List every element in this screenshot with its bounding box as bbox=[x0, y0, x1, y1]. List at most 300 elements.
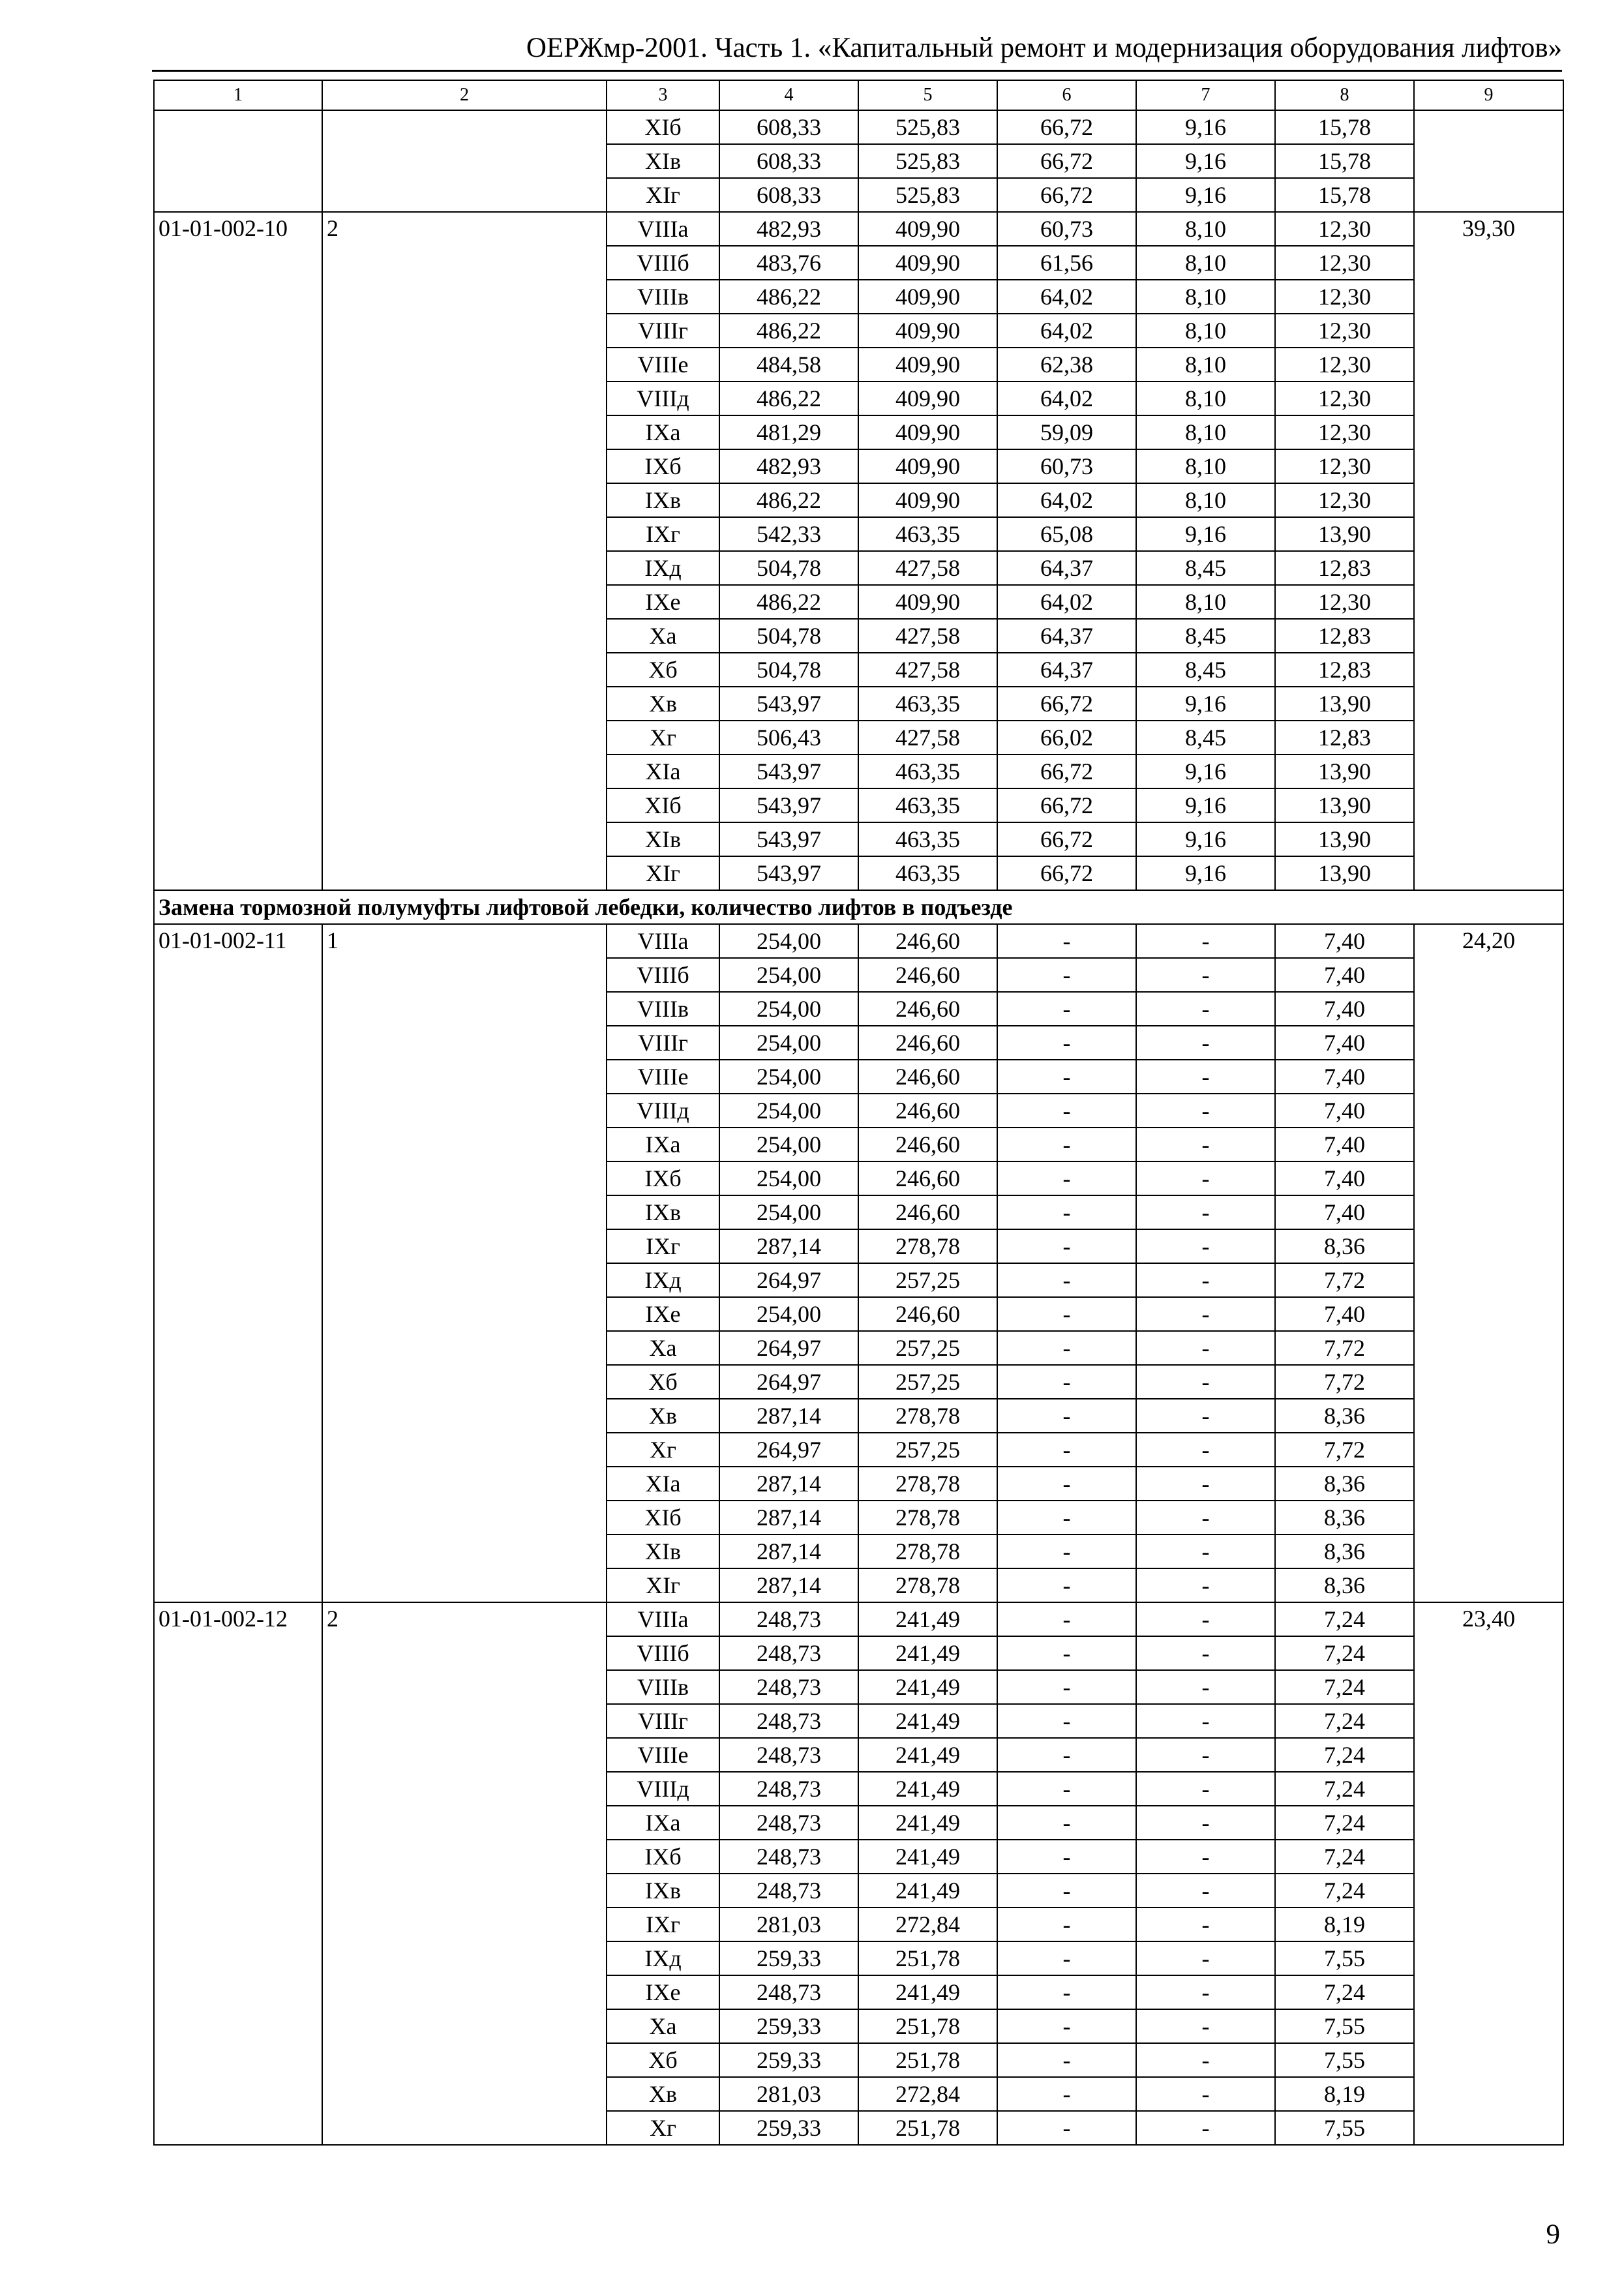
cost-value: 12,30 bbox=[1275, 246, 1414, 280]
cost-value: 486,22 bbox=[719, 585, 858, 619]
cost-value: 409,90 bbox=[858, 483, 997, 517]
building-category: Xб bbox=[607, 653, 719, 687]
cost-value: 7,40 bbox=[1275, 958, 1414, 992]
cost-value: 12,83 bbox=[1275, 721, 1414, 755]
cost-value: 64,37 bbox=[997, 653, 1136, 687]
cost-value: 7,24 bbox=[1275, 1806, 1414, 1840]
cost-value: - bbox=[1136, 1840, 1275, 1874]
cost-value: 409,90 bbox=[858, 585, 997, 619]
labor-value bbox=[1414, 110, 1563, 212]
cost-value: 486,22 bbox=[719, 314, 858, 348]
building-category: XIв bbox=[607, 822, 719, 856]
column-number: 9 bbox=[1414, 80, 1563, 110]
cost-value: 248,73 bbox=[719, 1636, 858, 1670]
section-heading: Замена тормозной полумуфты лифтовой лебедки, количество лифтов в подъезде bbox=[154, 890, 1563, 924]
cost-value: 287,14 bbox=[719, 1568, 858, 1602]
cost-value: 248,73 bbox=[719, 1602, 858, 1636]
cost-value: - bbox=[997, 1399, 1136, 1433]
cost-value: 64,37 bbox=[997, 551, 1136, 585]
cost-value: - bbox=[1136, 1568, 1275, 1602]
cost-value: - bbox=[1136, 1263, 1275, 1297]
building-category: Xа bbox=[607, 619, 719, 653]
cost-value: 257,25 bbox=[858, 1263, 997, 1297]
building-category: VIIIд bbox=[607, 382, 719, 415]
building-category: IXв bbox=[607, 1874, 719, 1908]
cost-value: 7,55 bbox=[1275, 2009, 1414, 2043]
cost-value: 66,72 bbox=[997, 144, 1136, 178]
cost-value: 272,84 bbox=[858, 1908, 997, 1941]
building-category: IXв bbox=[607, 483, 719, 517]
cost-value: 9,16 bbox=[1136, 110, 1275, 144]
cost-value: 543,97 bbox=[719, 856, 858, 890]
cost-value: - bbox=[997, 1161, 1136, 1195]
cost-value: - bbox=[997, 1534, 1136, 1568]
cost-value: 251,78 bbox=[858, 2111, 997, 2145]
cost-value: 246,60 bbox=[858, 1060, 997, 1094]
building-category: VIIIе bbox=[607, 1738, 719, 1772]
cost-value: 241,49 bbox=[858, 1636, 997, 1670]
lift-count bbox=[322, 110, 607, 212]
cost-value: 7,72 bbox=[1275, 1331, 1414, 1365]
cost-value: 246,60 bbox=[858, 958, 997, 992]
building-category: XIб bbox=[607, 1501, 719, 1534]
building-category: IXа bbox=[607, 415, 719, 449]
cost-value: 7,40 bbox=[1275, 924, 1414, 958]
cost-value: 241,49 bbox=[858, 1738, 997, 1772]
rate-code: 01-01-002-11 bbox=[154, 924, 322, 1602]
cost-value: 486,22 bbox=[719, 280, 858, 314]
building-category: IXг bbox=[607, 517, 719, 551]
cost-value: 8,10 bbox=[1136, 382, 1275, 415]
cost-value: 8,36 bbox=[1275, 1534, 1414, 1568]
cost-value: 246,60 bbox=[858, 1297, 997, 1331]
cost-value: 409,90 bbox=[858, 382, 997, 415]
cost-value: 12,30 bbox=[1275, 382, 1414, 415]
cost-value: - bbox=[1136, 2111, 1275, 2145]
cost-value: - bbox=[997, 1433, 1136, 1467]
cost-value: - bbox=[1136, 1772, 1275, 1806]
cost-value: 66,72 bbox=[997, 856, 1136, 890]
header-rule bbox=[152, 70, 1562, 72]
cost-value: 8,45 bbox=[1136, 551, 1275, 585]
cost-value: 66,02 bbox=[997, 721, 1136, 755]
cost-value: - bbox=[997, 1704, 1136, 1738]
cost-value: 254,00 bbox=[719, 1161, 858, 1195]
cost-value: 246,60 bbox=[858, 1195, 997, 1229]
building-category: XIв bbox=[607, 1534, 719, 1568]
cost-value: 64,02 bbox=[997, 585, 1136, 619]
cost-value: 64,02 bbox=[997, 280, 1136, 314]
cost-value: 525,83 bbox=[858, 144, 997, 178]
cost-value: - bbox=[997, 924, 1136, 958]
cost-value: 287,14 bbox=[719, 1229, 858, 1263]
cost-value: 248,73 bbox=[719, 1840, 858, 1874]
cost-value: 608,33 bbox=[719, 178, 858, 212]
building-category: VIIIе bbox=[607, 1060, 719, 1094]
cost-value: - bbox=[997, 1365, 1136, 1399]
cost-value: - bbox=[997, 1738, 1136, 1772]
cost-value: - bbox=[1136, 1094, 1275, 1128]
cost-value: - bbox=[997, 2009, 1136, 2043]
cost-value: 463,35 bbox=[858, 856, 997, 890]
rate-code: 01-01-002-12 bbox=[154, 1602, 322, 2145]
cost-value: 248,73 bbox=[719, 1704, 858, 1738]
cost-value: 13,90 bbox=[1275, 856, 1414, 890]
building-category: XIб bbox=[607, 110, 719, 144]
building-category: VIIIб bbox=[607, 246, 719, 280]
cost-value: 9,16 bbox=[1136, 788, 1275, 822]
cost-value: 248,73 bbox=[719, 1670, 858, 1704]
cost-value: 7,40 bbox=[1275, 1195, 1414, 1229]
cost-value: 254,00 bbox=[719, 1128, 858, 1161]
cost-value: 272,84 bbox=[858, 2077, 997, 2111]
building-category: IXб bbox=[607, 1840, 719, 1874]
cost-value: 246,60 bbox=[858, 1094, 997, 1128]
cost-value: 12,30 bbox=[1275, 483, 1414, 517]
cost-value: 8,36 bbox=[1275, 1501, 1414, 1534]
cost-value: 409,90 bbox=[858, 348, 997, 382]
building-category: Xб bbox=[607, 2043, 719, 2077]
cost-value: 427,58 bbox=[858, 551, 997, 585]
cost-value: 264,97 bbox=[719, 1365, 858, 1399]
cost-value: 278,78 bbox=[858, 1501, 997, 1534]
cost-value: 12,30 bbox=[1275, 415, 1414, 449]
cost-value: - bbox=[997, 1094, 1136, 1128]
cost-value: 254,00 bbox=[719, 1195, 858, 1229]
cost-value: 463,35 bbox=[858, 788, 997, 822]
building-category: Xа bbox=[607, 1331, 719, 1365]
cost-value: 8,36 bbox=[1275, 1467, 1414, 1501]
cost-value: 8,10 bbox=[1136, 483, 1275, 517]
cost-value: 9,16 bbox=[1136, 144, 1275, 178]
cost-value: - bbox=[997, 2043, 1136, 2077]
cost-value: - bbox=[1136, 2043, 1275, 2077]
cost-value: 246,60 bbox=[858, 1128, 997, 1161]
rate-code: 01-01-002-10 bbox=[154, 212, 322, 890]
cost-value: 241,49 bbox=[858, 1840, 997, 1874]
building-category: Xг bbox=[607, 2111, 719, 2145]
cost-value: 257,25 bbox=[858, 1365, 997, 1399]
building-category: VIIIв bbox=[607, 992, 719, 1026]
cost-value: - bbox=[997, 1195, 1136, 1229]
cost-value: - bbox=[1136, 924, 1275, 958]
cost-value: 7,40 bbox=[1275, 1297, 1414, 1331]
cost-value: 281,03 bbox=[719, 2077, 858, 2111]
cost-value: 12,30 bbox=[1275, 212, 1414, 246]
cost-value: 278,78 bbox=[858, 1399, 997, 1433]
cost-value: - bbox=[1136, 1229, 1275, 1263]
cost-value: 409,90 bbox=[858, 246, 997, 280]
cost-value: 7,72 bbox=[1275, 1433, 1414, 1467]
building-category: IXб bbox=[607, 1161, 719, 1195]
cost-value: - bbox=[1136, 1738, 1275, 1772]
cost-value: 482,93 bbox=[719, 212, 858, 246]
cost-value: - bbox=[1136, 1026, 1275, 1060]
cost-value: - bbox=[997, 1975, 1136, 2009]
cost-value: - bbox=[997, 1772, 1136, 1806]
cost-value: 9,16 bbox=[1136, 856, 1275, 890]
cost-value: - bbox=[1136, 1602, 1275, 1636]
cost-value: - bbox=[1136, 1331, 1275, 1365]
building-category: IXд bbox=[607, 551, 719, 585]
cost-value: 66,72 bbox=[997, 110, 1136, 144]
cost-value: 248,73 bbox=[719, 1772, 858, 1806]
cost-value: 8,10 bbox=[1136, 449, 1275, 483]
cost-value: 12,30 bbox=[1275, 314, 1414, 348]
cost-value: 64,02 bbox=[997, 382, 1136, 415]
column-number: 4 bbox=[719, 80, 858, 110]
cost-value: - bbox=[1136, 1975, 1275, 2009]
cost-value: 60,73 bbox=[997, 212, 1136, 246]
cost-value: 7,24 bbox=[1275, 1874, 1414, 1908]
cost-value: 12,30 bbox=[1275, 585, 1414, 619]
cost-value: 482,93 bbox=[719, 449, 858, 483]
cost-value: 506,43 bbox=[719, 721, 858, 755]
cost-value: 7,40 bbox=[1275, 1026, 1414, 1060]
cost-value: - bbox=[997, 1874, 1136, 1908]
cost-value: 8,19 bbox=[1275, 2077, 1414, 2111]
cost-value: 246,60 bbox=[858, 1026, 997, 1060]
cost-value: 66,72 bbox=[997, 788, 1136, 822]
building-category: VIIIа bbox=[607, 1602, 719, 1636]
cost-value: 248,73 bbox=[719, 1738, 858, 1772]
building-category: XIг bbox=[607, 1568, 719, 1602]
column-number: 6 bbox=[997, 80, 1136, 110]
cost-value: 8,10 bbox=[1136, 314, 1275, 348]
cost-value: 13,90 bbox=[1275, 687, 1414, 721]
cost-value: 543,97 bbox=[719, 687, 858, 721]
cost-value: 525,83 bbox=[858, 178, 997, 212]
building-category: VIIIб bbox=[607, 1636, 719, 1670]
building-category: VIIIг bbox=[607, 1026, 719, 1060]
cost-value: 7,24 bbox=[1275, 1602, 1414, 1636]
cost-value: 8,19 bbox=[1275, 1908, 1414, 1941]
cost-value: 64,02 bbox=[997, 483, 1136, 517]
cost-value: 8,45 bbox=[1136, 653, 1275, 687]
cost-value: 543,97 bbox=[719, 788, 858, 822]
cost-value: 409,90 bbox=[858, 415, 997, 449]
cost-value: 9,16 bbox=[1136, 687, 1275, 721]
cost-value: 484,58 bbox=[719, 348, 858, 382]
building-category: VIIIв bbox=[607, 1670, 719, 1704]
cost-value: 504,78 bbox=[719, 619, 858, 653]
cost-value: 259,33 bbox=[719, 1941, 858, 1975]
cost-value: 254,00 bbox=[719, 1297, 858, 1331]
cost-value: - bbox=[997, 1331, 1136, 1365]
cost-value: - bbox=[1136, 1195, 1275, 1229]
cost-value: 259,33 bbox=[719, 2009, 858, 2043]
cost-value: 246,60 bbox=[858, 992, 997, 1026]
building-category: IXд bbox=[607, 1263, 719, 1297]
cost-value: 525,83 bbox=[858, 110, 997, 144]
cost-value: - bbox=[997, 1467, 1136, 1501]
column-number: 5 bbox=[858, 80, 997, 110]
cost-value: - bbox=[1136, 1128, 1275, 1161]
cost-value: - bbox=[1136, 1636, 1275, 1670]
labor-value: 24,20 bbox=[1414, 924, 1563, 1602]
cost-value: 12,83 bbox=[1275, 619, 1414, 653]
cost-value: 7,24 bbox=[1275, 1975, 1414, 2009]
cost-value: 8,10 bbox=[1136, 280, 1275, 314]
cost-value: 59,09 bbox=[997, 415, 1136, 449]
cost-value: - bbox=[1136, 1941, 1275, 1975]
cost-value: - bbox=[1136, 1060, 1275, 1094]
building-category: Xг bbox=[607, 721, 719, 755]
cost-value: 264,97 bbox=[719, 1331, 858, 1365]
cost-value: - bbox=[997, 1670, 1136, 1704]
cost-value: 463,35 bbox=[858, 822, 997, 856]
cost-value: 64,37 bbox=[997, 619, 1136, 653]
cost-value: 427,58 bbox=[858, 721, 997, 755]
cost-value: 7,72 bbox=[1275, 1365, 1414, 1399]
building-category: IXв bbox=[607, 1195, 719, 1229]
cost-value: 7,24 bbox=[1275, 1704, 1414, 1738]
cost-value: 8,36 bbox=[1275, 1229, 1414, 1263]
cost-value: 64,02 bbox=[997, 314, 1136, 348]
cost-value: 251,78 bbox=[858, 1941, 997, 1975]
cost-value: 8,45 bbox=[1136, 619, 1275, 653]
cost-value: - bbox=[1136, 1806, 1275, 1840]
cost-value: 7,24 bbox=[1275, 1772, 1414, 1806]
cost-value: 9,16 bbox=[1136, 517, 1275, 551]
cost-value: - bbox=[997, 1941, 1136, 1975]
cost-value: 278,78 bbox=[858, 1568, 997, 1602]
cost-value: - bbox=[997, 1297, 1136, 1331]
cost-value: 608,33 bbox=[719, 110, 858, 144]
cost-value: - bbox=[1136, 1467, 1275, 1501]
cost-value: 483,76 bbox=[719, 246, 858, 280]
cost-value: - bbox=[1136, 1297, 1275, 1331]
cost-value: 287,14 bbox=[719, 1501, 858, 1534]
cost-value: - bbox=[997, 1229, 1136, 1263]
cost-value: 608,33 bbox=[719, 144, 858, 178]
building-category: IXа bbox=[607, 1128, 719, 1161]
cost-value: 15,78 bbox=[1275, 178, 1414, 212]
cost-value: - bbox=[997, 1026, 1136, 1060]
building-category: Xб bbox=[607, 1365, 719, 1399]
cost-value: 8,10 bbox=[1136, 415, 1275, 449]
building-category: XIг bbox=[607, 856, 719, 890]
cost-value: 7,55 bbox=[1275, 2043, 1414, 2077]
cost-value: 257,25 bbox=[858, 1433, 997, 1467]
cost-value: - bbox=[997, 1263, 1136, 1297]
cost-value: 7,40 bbox=[1275, 1094, 1414, 1128]
cost-value: - bbox=[997, 1602, 1136, 1636]
column-number: 7 bbox=[1136, 80, 1275, 110]
cost-value: 13,90 bbox=[1275, 755, 1414, 788]
building-category: XIг bbox=[607, 178, 719, 212]
cost-value: 281,03 bbox=[719, 1908, 858, 1941]
cost-value: 7,72 bbox=[1275, 1263, 1414, 1297]
cost-value: 66,72 bbox=[997, 687, 1136, 721]
building-category: VIIIе bbox=[607, 348, 719, 382]
cost-value: 12,83 bbox=[1275, 551, 1414, 585]
cost-value: - bbox=[997, 1568, 1136, 1602]
cost-value: 7,40 bbox=[1275, 1060, 1414, 1094]
cost-value: 463,35 bbox=[858, 755, 997, 788]
cost-value: 246,60 bbox=[858, 924, 997, 958]
building-category: VIIIг bbox=[607, 314, 719, 348]
cost-value: 7,40 bbox=[1275, 1161, 1414, 1195]
building-category: IXг bbox=[607, 1908, 719, 1941]
table-row bbox=[154, 212, 1563, 246]
cost-value: 7,24 bbox=[1275, 1670, 1414, 1704]
cost-value: 254,00 bbox=[719, 924, 858, 958]
building-category: Xв bbox=[607, 1399, 719, 1433]
rate-code bbox=[154, 110, 322, 212]
cost-value: 257,25 bbox=[858, 1331, 997, 1365]
cost-value: 9,16 bbox=[1136, 822, 1275, 856]
cost-value: 251,78 bbox=[858, 2009, 997, 2043]
cost-value: 542,33 bbox=[719, 517, 858, 551]
cost-value: 254,00 bbox=[719, 992, 858, 1026]
building-category: XIв bbox=[607, 144, 719, 178]
cost-value: 241,49 bbox=[858, 1670, 997, 1704]
cost-value: 66,72 bbox=[997, 822, 1136, 856]
table-body bbox=[154, 80, 1563, 2145]
cost-value: 409,90 bbox=[858, 449, 997, 483]
cost-value: - bbox=[1136, 1365, 1275, 1399]
cost-value: 13,90 bbox=[1275, 822, 1414, 856]
cost-value: 7,55 bbox=[1275, 1941, 1414, 1975]
cost-value: - bbox=[997, 958, 1136, 992]
cost-value: 543,97 bbox=[719, 755, 858, 788]
cost-value: - bbox=[997, 2077, 1136, 2111]
cost-value: 241,49 bbox=[858, 1806, 997, 1840]
cost-value: - bbox=[1136, 1501, 1275, 1534]
building-category: XIа bbox=[607, 755, 719, 788]
cost-value: - bbox=[1136, 1161, 1275, 1195]
cost-value: - bbox=[997, 1501, 1136, 1534]
cost-value: 259,33 bbox=[719, 2043, 858, 2077]
cost-value: 254,00 bbox=[719, 1094, 858, 1128]
cost-value: 241,49 bbox=[858, 1602, 997, 1636]
cost-value: 287,14 bbox=[719, 1534, 858, 1568]
cost-value: - bbox=[1136, 1399, 1275, 1433]
cost-value: 264,97 bbox=[719, 1433, 858, 1467]
cost-value: 241,49 bbox=[858, 1975, 997, 2009]
building-category: Xв bbox=[607, 687, 719, 721]
cost-value: - bbox=[997, 992, 1136, 1026]
cost-value: 8,36 bbox=[1275, 1399, 1414, 1433]
building-category: Xа bbox=[607, 2009, 719, 2043]
cost-value: 241,49 bbox=[858, 1772, 997, 1806]
cost-value: - bbox=[1136, 1433, 1275, 1467]
cost-value: 427,58 bbox=[858, 653, 997, 687]
cost-value: 254,00 bbox=[719, 1060, 858, 1094]
cost-value: - bbox=[1136, 1874, 1275, 1908]
cost-value: 9,16 bbox=[1136, 755, 1275, 788]
table-row bbox=[154, 110, 1563, 144]
labor-value: 39,30 bbox=[1414, 212, 1563, 890]
cost-value: 241,49 bbox=[858, 1704, 997, 1738]
cost-value: - bbox=[1136, 958, 1275, 992]
labor-value: 23,40 bbox=[1414, 1602, 1563, 2145]
cost-value: 504,78 bbox=[719, 551, 858, 585]
cost-value: 15,78 bbox=[1275, 110, 1414, 144]
cost-value: 8,10 bbox=[1136, 246, 1275, 280]
building-category: IXб bbox=[607, 449, 719, 483]
cost-value: - bbox=[997, 2111, 1136, 2145]
cost-value: 486,22 bbox=[719, 483, 858, 517]
column-number: 1 bbox=[154, 80, 322, 110]
building-category: VIIIд bbox=[607, 1094, 719, 1128]
building-category: IXд bbox=[607, 1941, 719, 1975]
cost-value: - bbox=[1136, 1704, 1275, 1738]
cost-value: 12,30 bbox=[1275, 348, 1414, 382]
cost-value: 427,58 bbox=[858, 619, 997, 653]
building-category: XIб bbox=[607, 788, 719, 822]
